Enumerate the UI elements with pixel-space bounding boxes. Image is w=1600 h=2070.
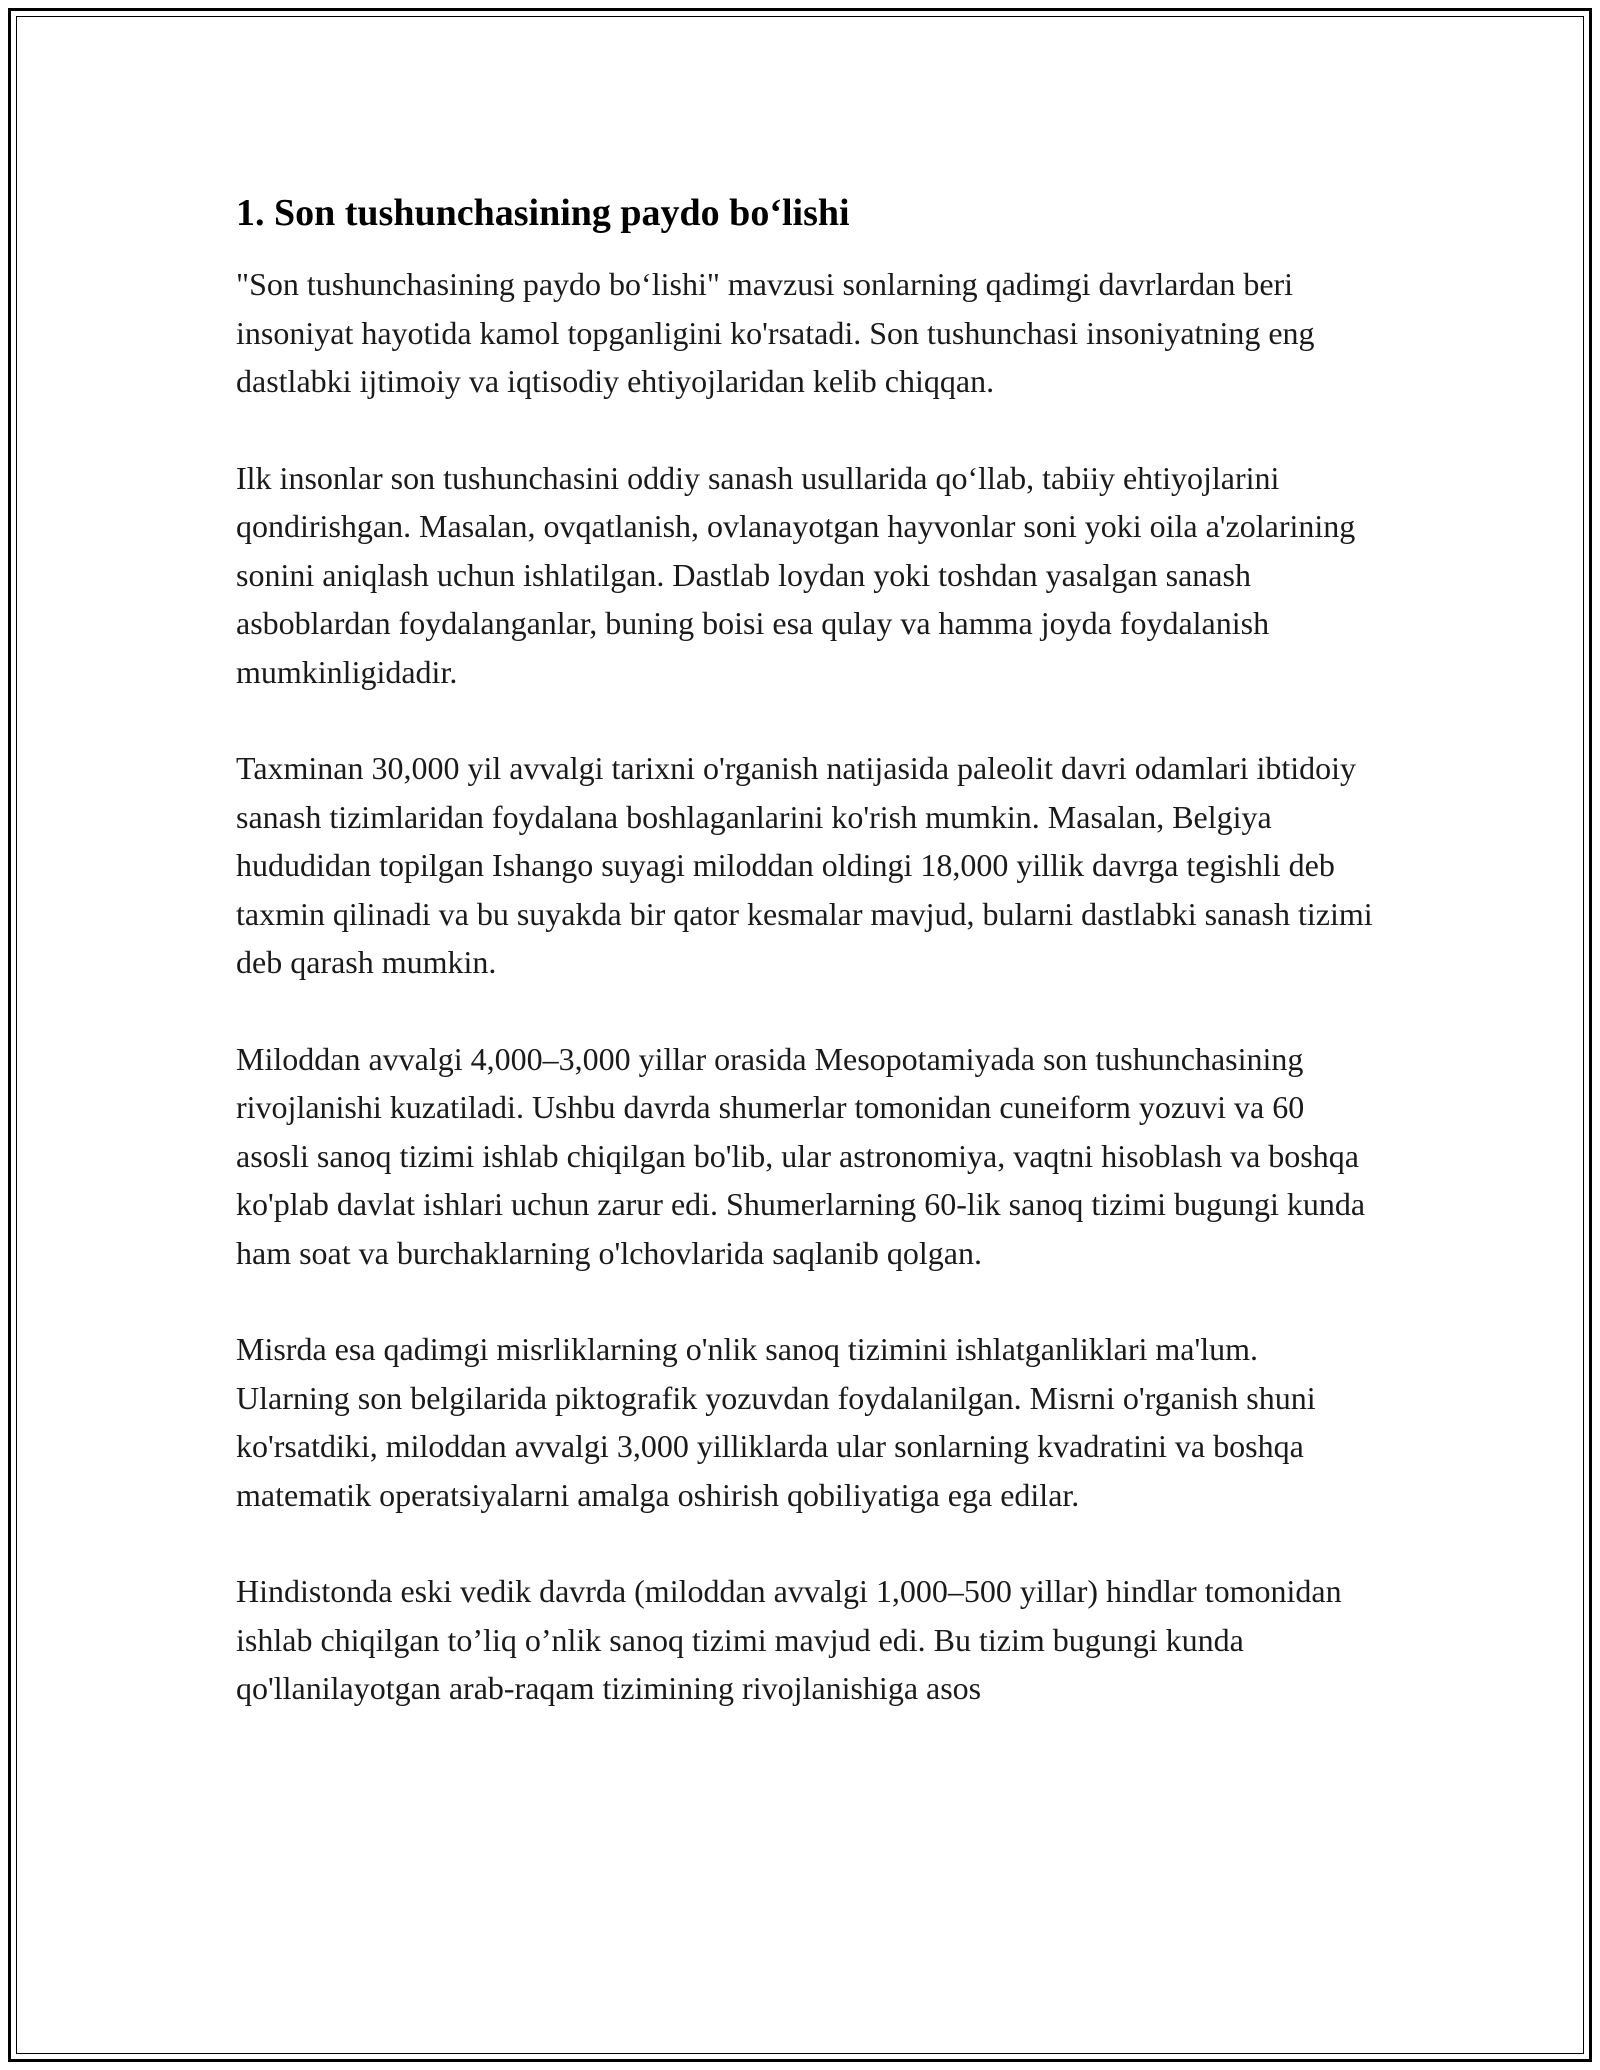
- paragraph-early-humans: Ilk insonlar son tushunchasini oddiy sanash usullarida qo‘llab, tabiiy ehtiyojlarini qondirishgan. Masalan, ovqatlanish, ovlanayotgan hayvonlar soni yoki oila a'zolarining sonini aniqlash uchun ishlatilgan. Dastlab loydan yoki toshdan yasalgan sanash asboblardan foydalanganlar, buning boisi esa qulay va hamma joyda foydalanish mumkinligidadir.: [236, 459, 1356, 690]
- document-title: 1. Son tushunchasining paydo bo‘lishi: [236, 192, 850, 234]
- paragraph-egypt: Misrda esa qadimgi misrliklarning o'nlik sanoq tizimini ishlatganliklari ma'lum. Ularning son belgilarida piktografik yozuvdan foydalanilgan. Misrni o'rganish shuni ko'rsatdiki, miloddan avvalgi 3,000 yilliklarda ular sonlarning kvadratini va boshqa matematik operatsiyalarni amalga oshirish qobiliyatiga ega edilar.: [236, 1331, 1316, 1513]
- paragraph-india: Hindistonda eski vedik davrda (miloddan avvalgi 1,000–500 yillar) hindlar tomonidan ishlab chiqilgan to’liq o’nlik sanoq tizimi mavjud edi. Bu tizim bugungi kunda qo'llanilayotgan arab-raqam tizimining rivojlanishiga asos: [236, 1573, 1342, 1706]
- paragraph-paleolithic: Taxminan 30,000 yil avvalgi tarixni o'rganish natijasida paleolit davri odamlari ibtidoiy sanash tizimlaridan foydalana boshlaganlarini ko'rish mumkin. Masalan, Belgiya hududidan topilgan Ishango suyagi miloddan oldingi 18,000 yillik davrga tegishli deb taxmin qilinadi va bu suyakda bir qator kesmalar mavjud, bularni dastlabki sanash tizimi deb qarash mumkin.: [236, 750, 1373, 980]
- paragraph-intro: "Son tushunchasining paydo bo‘lishi" mavzusi sonlarning qadimgi davrlardan beri insoniyat hayotida kamol topganligini ko'rsatadi. Son tushunchasi insoniyatning eng dastlabki ijtimoiy va iqtisodiy ehtiyojlaridan kelib chiqqan.: [236, 266, 1315, 399]
- document-body: [236, 190, 1376, 1761]
- paragraph-mesopotamia: Miloddan avvalgi 4,000–3,000 yillar orasida Mesopotamiyada son tushunchasining rivojlanishi kuzatiladi. Ushbu davrda shumerlar tomonidan cuneiform yozuvi va 60 asosli sanoq tizimi ishlab chiqilgan bo'lib, ular astronomiya, vaqtni hisoblash va boshqa ko'plab davlat ishlari uchun zarur edi. Shumerlarning 60-lik sanoq tizimi bugungi kunda ham soat va burchaklarning o'lchovlarida saqlanib qolgan.: [236, 1040, 1366, 1271]
